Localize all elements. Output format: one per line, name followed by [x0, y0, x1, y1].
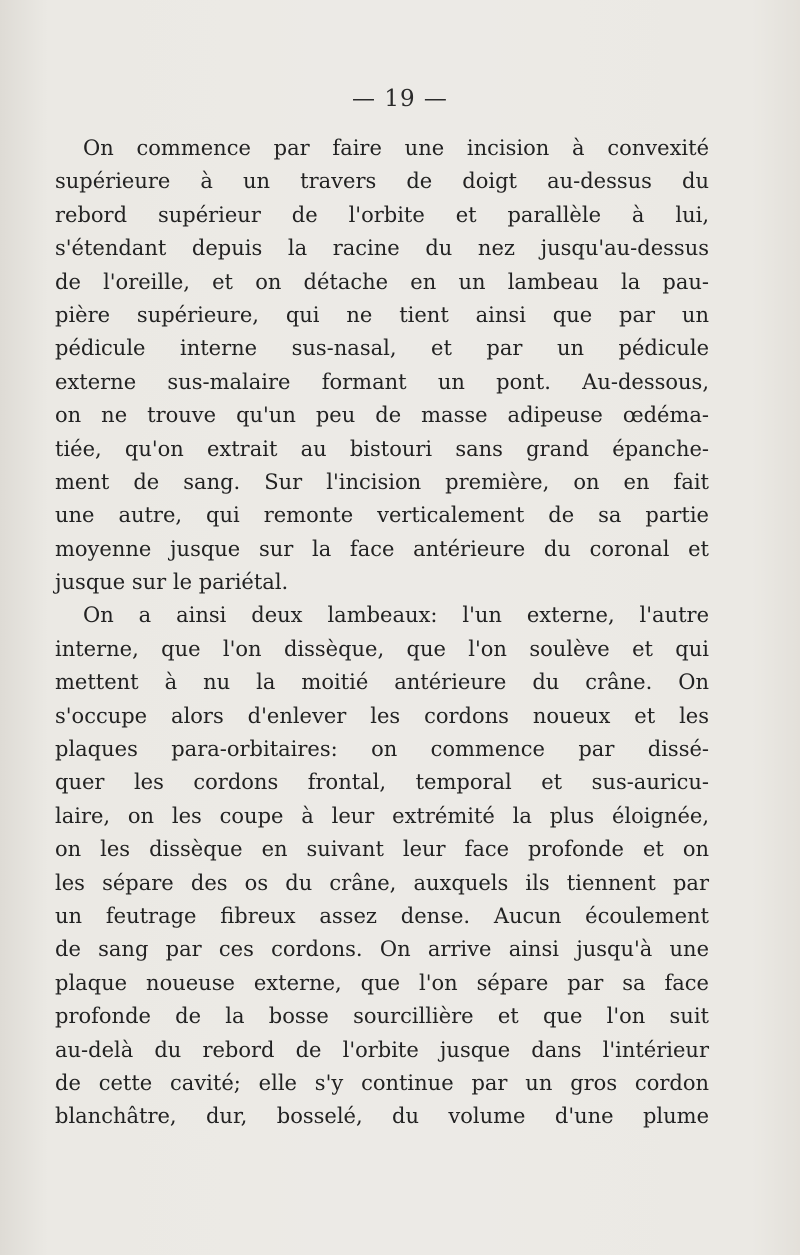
text-line: ment de sang. Sur l'incision première, on en fait — [55, 469, 709, 494]
text-line: tiée, qu'on extrait au bistouri sans grand épanche- — [55, 436, 709, 461]
page-number: — 19 — — [352, 86, 448, 112]
text-line: on ne trouve qu'un peu de masse adipeuse œdéma- — [55, 403, 709, 428]
text-line: on les dissèque en suivant leur face profonde et on — [55, 837, 709, 862]
paragraph-2 — [55, 599, 709, 1133]
text-line: de cette cavité; elle s'y continue par un gros cordon — [55, 1070, 709, 1095]
text-line: pédicule interne sus-nasal, et par un pédicule — [55, 336, 709, 361]
text-line: moyenne jusque sur la face antérieure du coronal et — [55, 536, 709, 561]
text-line: laire, on les coupe à leur extrémité la plus éloignée, — [55, 803, 709, 828]
text-line: supérieure à un travers de doigt au-dessus du — [55, 169, 709, 194]
body-text — [55, 132, 709, 1134]
text-line: de sang par ces cordons. On arrive ainsi jusqu'à une — [55, 937, 709, 962]
text-line: au-delà du rebord de l'orbite jusque dans l'intérieur — [55, 1037, 709, 1062]
text-line: les sépare des os du crâne, auxquels ils tiennent par — [55, 870, 709, 895]
text-line: On commence par faire une incision à convexité — [83, 136, 709, 160]
text-line: externe sus-malaire formant un pont. Au-dessous, — [55, 369, 709, 394]
text-line: s'occupe alors d'enlever les cordons noueux et les — [55, 703, 709, 728]
text-line: pière supérieure, qui ne tient ainsi que par un — [55, 302, 709, 327]
text-line: une autre, qui remonte verticalement de sa partie — [55, 503, 709, 528]
text-line: blanchâtre, dur, bosselé, du volume d'une plume — [55, 1104, 709, 1129]
text-line: On a ainsi deux lambeaux: l'un externe, l'autre — [83, 603, 709, 628]
text-line: rebord supérieur de l'orbite et parallèle à lui, — [55, 202, 709, 227]
text-line: quer les cordons frontal, temporal et sus-auricu- — [55, 770, 709, 795]
text-line: plaque noueuse externe, que l'on sépare par sa face — [55, 970, 709, 995]
paragraph-1 — [55, 132, 709, 599]
text-line: s'étendant depuis la racine du nez jusqu'au-dessus — [55, 236, 709, 261]
text-line: interne, que l'on dissèque, que l'on soulève et qui — [55, 636, 709, 661]
text-line: mettent à nu la moitié antérieure du crâne. On — [55, 670, 709, 695]
text-line: de l'oreille, et on détache en un lambeau la pau- — [55, 269, 709, 294]
text-line: plaques para-orbitaires: on commence par dissé- — [55, 737, 709, 762]
text-line: profonde de la bosse sourcillière et que l'on suit — [55, 1004, 709, 1029]
text-line: jusque sur le pariétal. — [55, 570, 289, 595]
text-line: un feutrage fibreux assez dense. Aucun écoulement — [55, 903, 709, 928]
